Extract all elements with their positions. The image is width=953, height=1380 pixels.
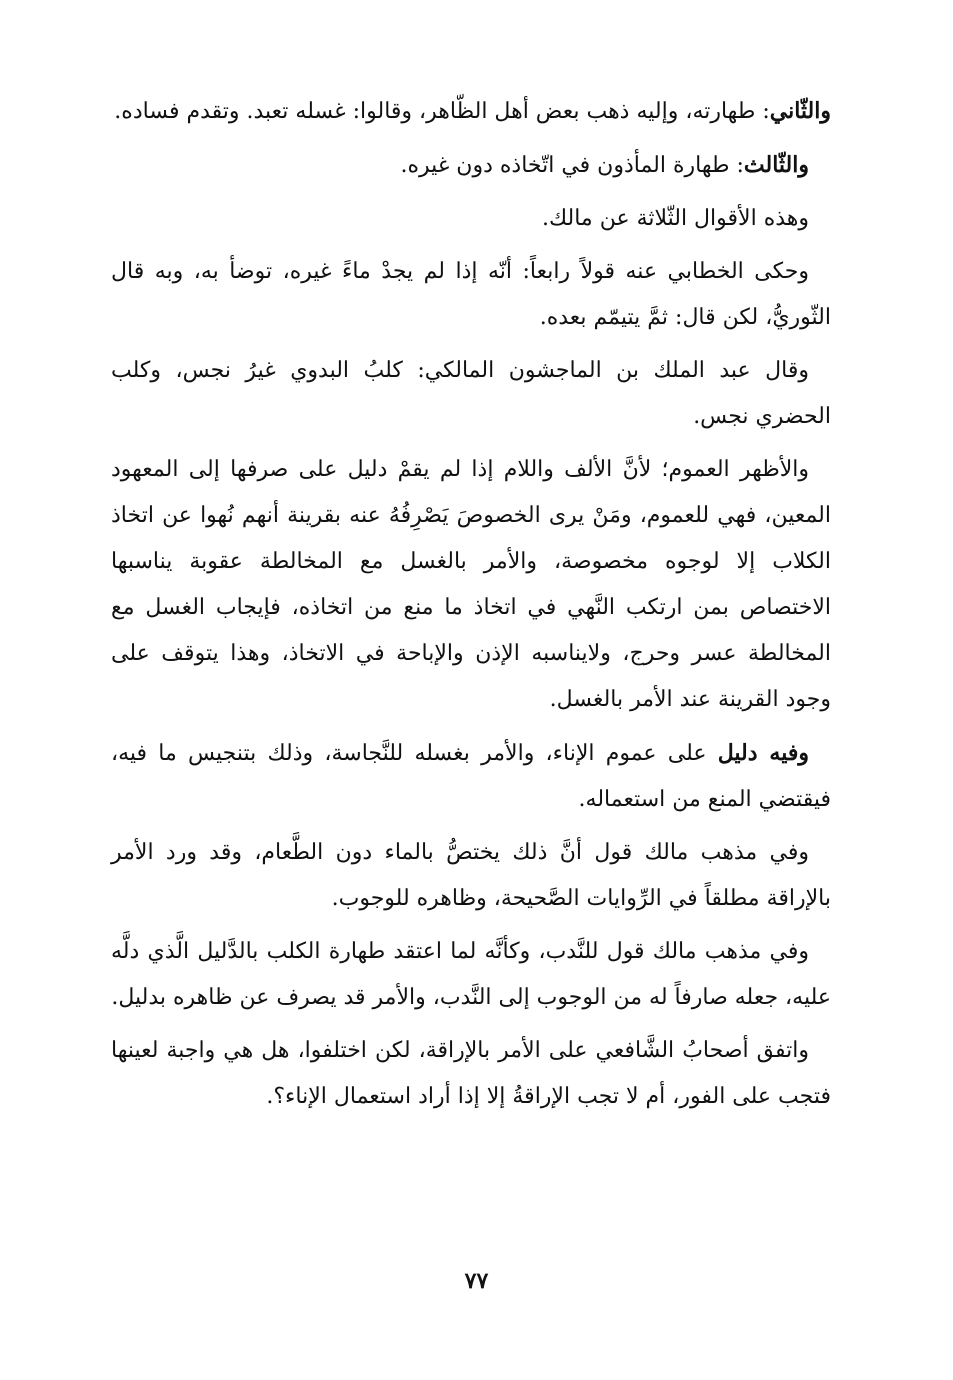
paragraph-7-lead: وفيه دليل: [717, 740, 809, 766]
paragraph-7: [111, 730, 831, 823]
paragraph-3-text: وهذه الأقوال الثّلاثة عن مالك.: [541, 206, 809, 231]
paragraph-1: [111, 88, 831, 135]
paragraph-6-text: والأظهر العموم؛ لأنَّ الألف واللام إذا لم يقمْ دليل على صرفها إلى المعهود المعين، فهي للعموم، ومَنْ يرى الخصوصَ يَصْرِفُهُ عنه بقرينة أنهم نُهوا عن اتخاذ الكلاب إلا لوجوه مخصوصة، والأمر بالغسل مع المخالطة عقوبة يناسبها الاختصاص بمن ارتكب النَّهي في اتخاذ ما منع من اتخاذه، فإيجاب الغسل مع المخالطة عسر وحرج، ولايناسبه الإذن والإباحة في الاتخاذ، وهذا يتوقف على وجود القرينة عند الأمر بالغسل.: [111, 457, 831, 712]
paragraph-10-text: واتفق أصحابُ الشَّافعي على الأمر بالإراقة، لكن اختلفوا، هل هي واجبة لعينها فتجب على الفور، أم لا تجب الإراقةُ إلا إذا أراد استعمال الإناء؟.: [111, 1038, 831, 1109]
paragraph-4-text: وحكى الخطابي عنه قولاً رابعاً: أنّه إذا لم يجدْ ماءً غيره، توضأ به، وبه قال الثّوريُّ، لكن قال: ثمَّ يتيمّم بعده.: [111, 259, 831, 330]
paragraph-5: [111, 348, 831, 440]
paragraph-2-lead: والثّالث: [743, 152, 809, 178]
page-number: ٧٧: [464, 1268, 489, 1294]
paragraph-3: [111, 196, 831, 242]
paragraph-8-text: وفي مذهب مالك قول أنَّ ذلك يختصُّ بالماء دون الطَّعام، وقد ورد الأمر بالإراقة مطلقاً في الرِّوايات الصَّحيحة، وظاهره للوجوب.: [111, 840, 831, 911]
paragraph-10: [111, 1028, 831, 1120]
paragraph-4: [111, 249, 831, 341]
paragraph-9-text: وفي مذهب مالك قول للنَّدب، وكأنَّه لما اعتقد طهارة الكلب بالدَّليل الَّذي دلَّه عليه، جعله صارفاً له من الوجوب إلى النَّدب، والأمر قد يصرف عن ظاهره بدليل.: [111, 939, 831, 1010]
paragraph-6: [111, 447, 831, 723]
paragraph-7-text: على عموم الإناء، والأمر بغسله للنَّجاسة، وذلك بتنجيس ما فيه، فيقتضي المنع من استعماله.: [111, 741, 831, 812]
paragraph-2-text: : طهارة المأذون في اتّخاذه دون غيره.: [400, 153, 744, 178]
paragraph-2: [111, 142, 831, 189]
paragraph-1-lead: والثّاني: [769, 98, 831, 124]
paragraph-9: [111, 929, 831, 1021]
paragraph-1-text: : طهارته، وإليه ذهب بعض أهل الظّاهر، وقالوا: غسله تعبد. وتقدم فساده.: [114, 99, 770, 124]
paragraph-5-text: وقال عبد الملك بن الماجشون المالكي: كلبُ البدوي غيرُ نجس، وكلب الحضري نجس.: [111, 358, 831, 429]
page-body: [111, 88, 831, 1127]
paragraph-8: [111, 830, 831, 922]
